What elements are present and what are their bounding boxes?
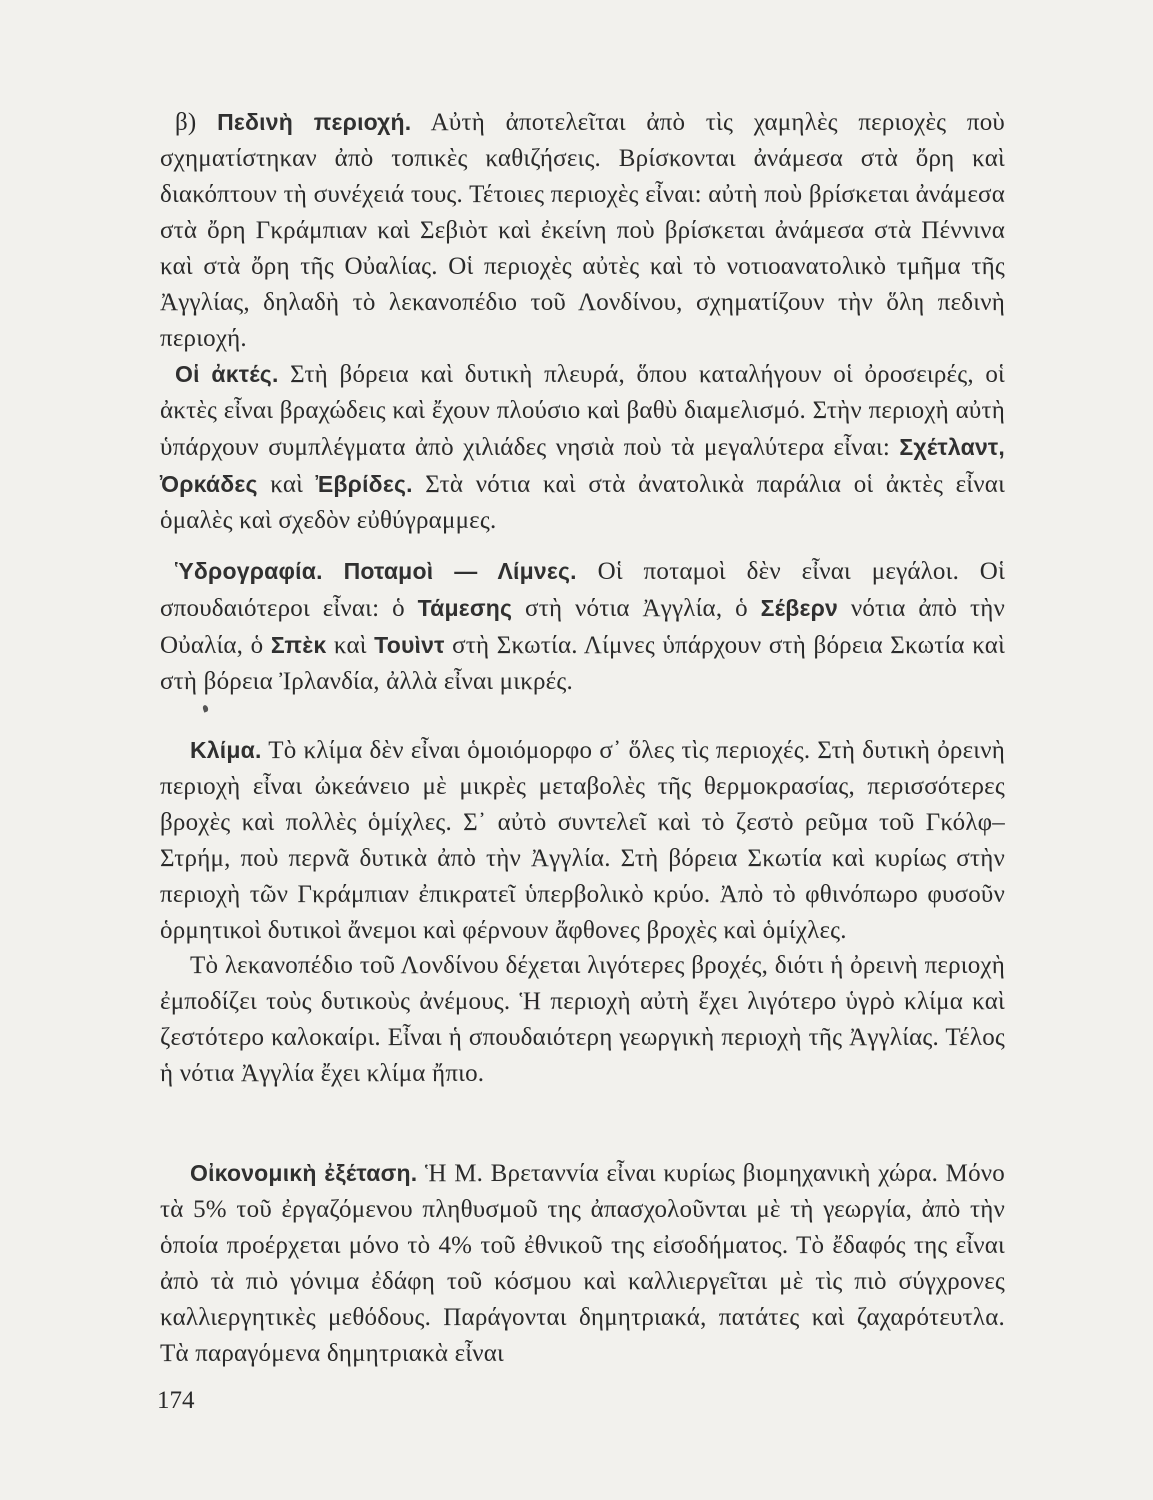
section-climate: [160, 732, 1005, 949]
hydrography-text: στὴ νότια Ἀγγλία, ὁ: [512, 595, 761, 622]
climate-heading: Κλίμα.: [190, 737, 262, 763]
hydrography-text: καὶ: [326, 632, 375, 659]
economy-heading: Οἰκονομικὴ ἐξέταση.: [190, 1160, 418, 1186]
climate-text-2: Τὸ λεκανοπέδιο τοῦ Λονδίνου δέχεται λιγότερες βροχές, διότι ἡ ὀρεινὴ περιοχὴ ἐμποδίζει τοὺς δυτικοὺς ἀνέμους. Ἡ περιοχὴ αὐτὴ ἔχει λιγότερο ὑγρὸ κλίμα καὶ ζεστότερο καλοκαίρι. Εἶναι ἡ σπουδαιότερη γεωργικὴ περιοχὴ τῆς Ἀγγλίας. Τέλος ἡ νότια Ἀγγλία ἔχει κλίμα ἤπιο.: [160, 952, 1005, 1087]
lowland-prefix: β): [175, 109, 218, 136]
lowland-text: Αὐτὴ ἀποτελεῖται ἀπὸ τὶς χαμηλὲς περιοχὲς ποὺ σχηματίστηκαν ἀπὸ τοπικὲς καθιζήσεις. Βρίσκονται ἀνάμεσα στὰ ὄρη καὶ διακόπτουν τὴ συνέχειά τους. Τέτοιες περιοχὲς εἶναι: αὐτὴ ποὺ βρίσκεται ἀνάμεσα στὰ ὄρη Γκράμπιαν καὶ Σεβιὸτ καὶ ἐκείνη ποὺ βρίσκεται ἀνάμεσα στὰ Πέννινα καὶ στὰ ὄρη τῆς Οὐαλίας. Οἱ περιοχὲς αὐτὲς καὶ τὸ νοτιοανατολικὸ τμῆμα τῆς Ἀγγλίας, δηλαδὴ τὸ λεκανοπέδιο τοῦ Λονδίνου, σχηματίζουν τὴν ὅλη πεδινὴ περιοχή.: [160, 109, 1005, 352]
hydrography-text: νότια ἀπὸ τὴν Οὐαλία, ὁ: [160, 595, 1005, 659]
ink-speck: [202, 704, 209, 712]
river-severn: Σέβερν: [760, 595, 838, 621]
lowland-heading: Πεδινὴ περιοχή.: [217, 109, 412, 135]
hydrography-text: Οἱ ποταμοὶ δὲν εἶναι μεγάλοι. Οἱ σπουδαιότεροι εἶναι: ὁ: [160, 558, 1005, 622]
section-lowland: [160, 104, 1005, 357]
page-number: 174: [157, 1387, 195, 1414]
island-orkney: Ὀρκάδες: [160, 471, 258, 497]
section-climate-continued: [160, 948, 1005, 1092]
island-hebrides: Ἐβρίδες.: [315, 471, 413, 497]
economy-text: Ἡ Μ. Βρετανvία εἶναι κυρίως βιομηχανικὴ χώρα. Μόνο τὰ 5% τοῦ ἐργαζόμενου πληθυσμοῦ της ἀπασχολοῦνται μὲ τὴ γεωργία, ἀπὸ τὴν ὁποία προέρχεται μόνο τὸ 4% τοῦ ἐθνικοῦ της εἰσοδήματος. Τὸ ἔδαφός της εἶναι ἀπὸ τὰ πιὸ γόνιμα ἐδάφη τοῦ κόσμου καὶ καλλιεργεῖται μὲ τὶς πιὸ σύγχρονες καλλιεργητικὲς μεθόδους. Παράγονται δημητριακά, πατάτες καὶ ζαχαρότευτλα. Τὰ παραγόμενα δημητριακὰ εἶναι: [160, 1160, 1005, 1367]
coasts-heading: Οἱ ἀκτές.: [175, 361, 279, 387]
climate-text: Τὸ κλίμα δὲν εἶναι ὁμοιόμορφο σ᾿ ὅλες τὶς περιοχές. Στὴ δυτικὴ ὀρεινὴ περιοχὴ εἶναι ὠκεάνειο μὲ μικρὲς μεταβολὲς τῆς θερμοκρασίας, περισσότερες βροχὲς καὶ πολλὲς ὁμίχλες. Σ᾿ αὐτὸ συντελεῖ καὶ τὸ ζεστὸ ρεῦμα τοῦ Γκόλφ–Στρήμ, ποὺ περνᾶ δυτικὰ ἀπὸ τὴν Ἀγγλία. Στὴ βόρεια Σκωτία καὶ κυρίως στὴν περιοχὴ τῶν Γκράμπιαν ἐπικρατεῖ ὑπερβολικὸ κρύο. Ἀπὸ τὸ φθινόπωρο φυσοῦν ὁρμητικοὶ δυτικοὶ ἄνεμοι καὶ φέρνουν ἄφθονες βροχὲς καὶ ὁμίχλες.: [160, 737, 1005, 944]
section-coasts: [160, 356, 1005, 539]
hydrography-heading: Ὑδρογραφία. Ποταμοὶ — Λίμνες.: [175, 558, 577, 584]
hydrography-text: στὴ Σκωτία. Λίμνες ὑπάρχουν στὴ βόρεια Σκωτία καὶ στὴ βόρεια Ἰρλανδία, ἀλλὰ εἶναι μικρές.: [160, 632, 1005, 695]
river-spey: Σπὲκ: [270, 632, 327, 658]
section-hydrography: [160, 553, 1005, 700]
coasts-text: Στὰ νότια καὶ στὰ ἀνατολικὰ παράλια οἱ ἀκτὲς εἶναι ὁμαλὲς καὶ σχεδὸν εὐθύγραμμες.: [160, 471, 1005, 534]
river-tweed: Τουὶντ: [374, 632, 445, 658]
section-economy: [160, 1155, 1005, 1372]
coasts-sep: καὶ: [257, 471, 316, 498]
island-shetland: Σχέτλαντ,: [899, 434, 1005, 460]
coasts-text: Στὴ βόρεια καὶ δυτικὴ πλευρά, ὅπου καταλήγουν οἱ ὀροσειρές, οἱ ἀκτὲς εἶναι βραχώδεις καὶ ἔχουν πλούσιο καὶ βαθὺ διαμελισμό. Στὴν περιοχὴ αὐτὴ ὑπάρχουν συμπλέγματα ἀπὸ χιλιάδες νησιὰ ποὺ τὰ μεγαλύτερα εἶναι:: [160, 361, 1005, 461]
river-thames: Τάμεσης: [417, 595, 513, 621]
